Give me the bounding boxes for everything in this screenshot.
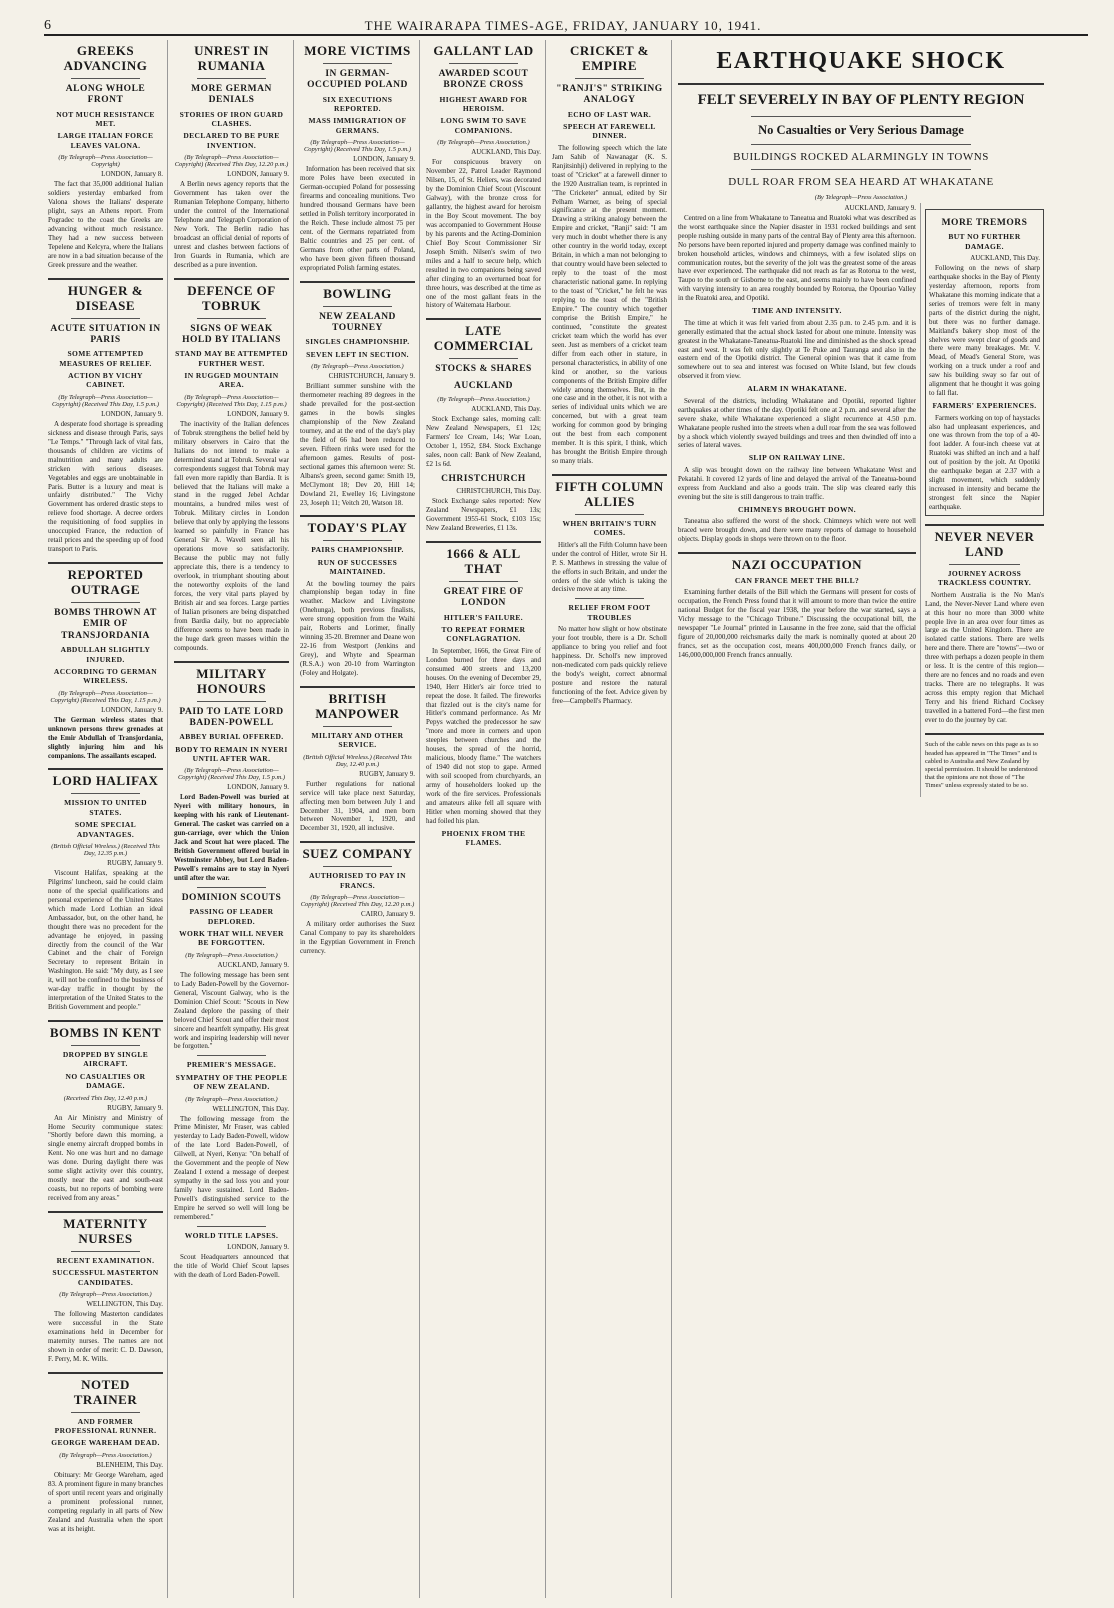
dateline: CHRISTCHURCH, January 9. [328, 372, 415, 381]
article-body: The German wireless states that unknown persons threw grenades at the Emir Abdullah of Transjordania, slightly injuring him and his companions. The assailants escaped. [48, 715, 163, 760]
credit-line: (By Telegraph—Press Association.) [437, 139, 530, 147]
credit-line: (Received This Day, 12.40 p.m.) [63, 1094, 148, 1102]
subheadline: STAND MAY BE ATTEMPTED FURTHER WEST. [175, 349, 288, 368]
subheadline: ACTION BY VICHY CABINET. [68, 371, 143, 390]
subheadline: PREMIER'S MESSAGE. [186, 1060, 277, 1070]
article-commercial [426, 324, 541, 533]
article-body: The inactivity of the Italian defences of Tobruk strengthens the belief held by military observers in Cairo that the Italians do not intend to make a determined stand at Tobruk. Several war correspondents suggest that Tobruk may fall even more rapidly than Bardia. It is believed that the Italians will make a stand in the rugged Jebel Achdar mountains, a hundred miles west of Tobruk. Military circles in London believe that only by applying the lessons learned so painfully in France has General Sir A. Wavell seen all his operations move so satisfactorily. Because the public may not fully appreciate this, there is a tendency to overlook, in triumphant shouting about the noteworthy exploits of the land forces, the very vital parts played by British air and sea forces. Large parties of Italian prisoners are being dispatched from Bardia daily, but no appreciable difference seems to have been made in the huge dark green masses within the compounds. [174, 419, 289, 652]
article-body: The following message from the Prime Minister, Mr Fraser, was cabled yesterday to Lady Baden-Powell, widow of the late Lord Baden-Powell, of Gilwell, at Nyeri, Kenya: "On behalf of the Government and the people of New Zealand I extend a message of deepest sympathy in the sad loss you and your family have sustained. Lord Baden-Powell's distinguished service to the Empire he served so well will long be remembered." [174, 1114, 289, 1222]
headline: FIFTH COLUMN ALLIES [555, 479, 664, 510]
article-body: Following on the news of sharp earthquake shocks in the Bay of Plenty yesterday afternoon, reports from Whakatane this morning indicate that a series of tremors were felt in many parts of the district during the night, but there was no further damage. Maitland's bakery shop most of the shelves were swept clear of goods and there were many breakages. Mr. V. Mead, of Mead's General Store, was working on a truck under a roof and saw his building sway so far out of alignment that he thought it was going to fall flat. [929, 263, 1040, 398]
subheadline: SPEECH AT FAREWELL DINNER. [563, 122, 656, 141]
headline: GALLANT LAD [433, 43, 534, 58]
subheadline: MASS IMMIGRATION OF GERMANS. [308, 116, 407, 135]
times-copyright-note: Such of the cable news on this page as is so headed has appeared in "The Times" and is cabled to Australia and New Zealand by special permission. It should be understood that the opinions are not those of "The Times" unless expressly stated to be so. [925, 741, 1039, 790]
subheadline: SIX EXECUTIONS REPORTED. [322, 94, 393, 114]
article-body: A military order authorises the Suez Canal Company to pay its shareholders in the Egyptian Government in French currency. [300, 920, 415, 955]
headline: DOMINION SCOUTS [181, 892, 282, 903]
article-body: Stock Exchange sales, morning call: New Zealand Newspapers, £1 12s; Farmers' Ice Cream, 14s; War Loan, October 1, 1952, £84. Stock Exchange sales, noon call: Bank of New Zealand, £2 1s 6d. [426, 415, 541, 468]
subheadline: RUN OF SUCCESSES MAINTAINED. [317, 557, 398, 577]
subheadline: STOCKS & SHARES [435, 364, 532, 375]
subheadline: LARGE ITALIAN FORCE LEAVES VALONA. [57, 131, 154, 150]
dateline: BLENHEIM, This Day. [96, 1460, 163, 1469]
article-body: The following speech which the late Jam Sahib of Nawanagar (K. S. Ranjitsinhji) delivered in replying to the toast of "Cricket" at a farewell dinner to the 1920 Australian team, is reprinted in "The Cricketer" annual, edited by Sir Pelham Warner, as being of special significance at the present moment. Drawing a striking analogy between the Empire and cricket, "Ranji" said: "I am very much in doubt whether there is any other country in the world today, except Britain, in which a man not belonging to that country would have been selected to reply to the toast of the most characteristic national game. In replying to the toast of "Cricket," he felt he was replying to the toast of the "British Empire." The country which together comprise the British Empire," he continued, "constitute the greatest cricket team which the world has ever seen. Just as members of a cricket team differ from each other in stature, in personal characteristics, in ability of one kind or another, so the various components of the British Empire differ widely among themselves. But, in the one case and in the other, it is not with a series of individual units which we are concerned, but with a great team working for common good by bringing out the best from each component member. It is this spirit, I think, which has brought the British Empire through so many trials. [552, 143, 667, 466]
subheadline: MILITARY AND OTHER SERVICE. [311, 730, 404, 750]
dateline: LONDON, January 9. [227, 409, 289, 418]
subheadline: SIGNS OF WEAK HOLD BY ITALIANS [182, 323, 281, 345]
subheadline: SLIP ON RAILWAY LINE. [748, 453, 846, 463]
subheadline: RELIEF FROM FOOT TROUBLES [568, 603, 651, 622]
headline: MORE TREMORS [941, 217, 1028, 228]
subheadline: CHIMNEYS BROUGHT DOWN. [737, 504, 857, 514]
credit-line: (By Telegraph—Press Association—Copyright) (Received This Day, 1.5 p.m.) [177, 767, 286, 782]
credit-line: (British Official Wireless.) (Received This Day, 12.35 p.m.) [51, 842, 160, 857]
headline: MATERNITY NURSES [63, 1216, 148, 1247]
article-body: For conspicuous bravery on November 22, Patrol Leader Raymond Nilsen, 15, of St. Heliers, was decorated by the Dominion Chief Scout (Viscount Galway), with the bronze cross for gallantry, the highest award for heroism in the Boy Scout movement. The boy was accompanied to Government House by his parents and the Acting-Dominion Chief Boy Scout Commissioner Sir Joseph Smith. Nilsen's swim of two miles and a half to secure help, which resulted in two companions being saved after clinging to an overturned boat for three hours, was described at the time as one of the most gallant feats in the history of Waitemata Harbour. [426, 158, 541, 310]
subheadline: SOME SPECIAL ADVANTAGES. [74, 820, 137, 839]
subheadline: PAID TO LATE LORD BADEN-POWELL [179, 706, 284, 728]
article-body: Hitler's all the Fifth Column have been under the control of Hitler, wrote Sir H. P. S. Matthews in stressing the value of the efforts in such Britain, and under the orders of the side which is taking the decisive move at any time. [552, 540, 667, 594]
article-more-tremors [925, 209, 1044, 516]
subheadline: LONG SWIM TO SAVE COMPANIONS. [440, 116, 527, 135]
article-gallant-lad [426, 44, 541, 310]
credit-line: (By Telegraph—Press Association.) [185, 951, 278, 959]
credit-line: (By Telegraph—Press Association—Copyright) (Received This Day, 12.20 p.m.) [174, 154, 289, 169]
article-bombs [48, 1026, 163, 1203]
article-body: The fact that 35,000 additional Italian soldiers yesterday embarked from Valona shows the Italians' desperate plight, says an Athens report. From Pogradec to the coast the Greeks are advancing without much resistance. They had a new success between Tepelene and Kelcyra, where the Italians are now in a bad situation because of the Greek pressure and the weather. [48, 180, 163, 269]
dateline: AUCKLAND, This Day. [471, 405, 541, 414]
advert-foot-troubles [552, 603, 667, 705]
column-5 [548, 40, 672, 1598]
article-body: The following Masterton candidates were successful in the State examinations held in December for maternity nurses. The names are not shown in order of merit: C. D. Dawson, F. Perry, M. K. Wills. [48, 1310, 163, 1363]
article-body: Scout Headquarters announced that the title of World Chief Scout lapses with the death of Lord Baden-Powell. [174, 1253, 289, 1280]
article-body: The time at which it was felt varied from about 2.35 p.m. to 2.45 p.m. and it is generally estimated that the actual shock lasted for about one minute. Intensity was greatest in the Whakatane-Taneatua-Ruatoki line and diminished as the shock spread east and west. It was felt only slightly at Te Puke and Tauranga and also in the eastern end of the Opotiki district. The General opinion was that it came from somewhere out to sea and interest was focused on White Island, but few clouds observed it from view. [678, 318, 916, 381]
headline: MILITARY HONOURS [196, 665, 267, 696]
subheadline: SYMPATHY OF THE PEOPLE OF NEW ZEALAND. [175, 1072, 288, 1092]
dateline: RUGBY, January 9. [359, 769, 415, 778]
subheadline: IN RUGGED MOUNTAIN AREA. [184, 371, 279, 390]
article-body: Centred on a line from Whakatane to Taneatua and Ruatoki what was described as the worst earthquake since the Napier disaster in 1931 rocked buildings and sent people rushing outside in many parts of the central Bay of Plenty area this afternoon. No persons have been reported injured and property damage was confined mainly to broken household articles, windows and chimneys, with a few isolated slips on communication routes, but the severity of the jolt was the greatest some of the areas have ever experienced. The earthquake did not reach as far as Rotorua to the west, Taupo to the south or Gisborne to the east, and seems mainly to have been confined with varying intensity to an area roughly bounded by Rotorua, the Opouriao Valley in the Ruatoki area, and Opotiki. [678, 213, 916, 303]
dateline: LONDON, January 9. [227, 170, 289, 179]
article-trainer [48, 1378, 163, 1534]
article-fifth-column [552, 480, 667, 594]
subheadline: STORIES OF IRON GUARD CLASHES. [179, 109, 284, 129]
subheadline: WORK THAT WILL NEVER BE FORGOTTEN. [179, 929, 284, 948]
dateline: LONDON, January 9. [353, 155, 415, 164]
headline: MORE VICTIMS [304, 43, 411, 58]
article-body: Taneatua also suffered the worst of the shock. Chimneys which were not well braced were brought down, and there were many reports of damage to household objects. Display goods in shops were thrown on to the floor. [678, 516, 916, 543]
credit-line: (By Telegraph—Press Association.) [59, 1291, 152, 1299]
article-greeks [48, 44, 163, 270]
article-hunger [48, 284, 163, 554]
dateline: AUCKLAND, January 9. [217, 960, 289, 969]
dateline: LONDON, January 9. [227, 1243, 289, 1252]
subheadline: "RANJI'S" STRIKING ANALOGY [556, 83, 663, 106]
subheadline: ACCORDING TO GERMAN WIRELESS. [53, 666, 158, 686]
page-columns [44, 40, 1088, 1598]
dateline: CHRISTCHURCH, This Day. [456, 487, 541, 496]
page-number: 6 [44, 18, 52, 33]
article-body: A desperate food shortage is spreading sickness and disease through Paris, says "Le Temps." "Through lack of vital fats, thousands of children are victims of malnutrition and many adults are stricken with serious diseases. Vegetables and eggs are unobtainable in Paris. Butter is a luxury and meat is unfairly distributed." The Vichy Government has ordered drastic steps to relieve food shortage. A decree orders the requisitioning of food supplies in unoccupied France, the reduction of retail prices and the speeding up of food transport to Paris. [48, 419, 163, 554]
column-4 [422, 40, 546, 1598]
headline: LORD HALIFAX [52, 773, 159, 789]
earthquake-section [674, 40, 1048, 1598]
subheadline: BOMBS THROWN AT EMIR OF TRANSJORDANIA [54, 608, 157, 641]
dateline: LONDON, January 9. [101, 705, 163, 714]
subheadline: ABDULLAH SLIGHTLY INJURED. [60, 645, 151, 664]
dateline: RUGBY, January 9. [107, 858, 163, 867]
article-body: Further regulations for national service will take place next Saturday, affecting men born between July 1 and December 31, 1904, and men born between November 1, 1920, and December 31, 1920, all inclusive. [300, 779, 415, 833]
subheadline: FARMERS' EXPERIENCES. [932, 401, 1037, 411]
article-rumania [174, 44, 289, 270]
subheadline: FELT SEVERELY IN BAY OF PLENTY REGION [697, 92, 1025, 108]
subheadline: MORE GERMAN DENIALS [191, 83, 272, 106]
subheadline: WORLD TITLE LAPSES. [184, 1230, 279, 1240]
subheadline: ECHO OF LAST WAR. [567, 109, 652, 119]
dateline: AUCKLAND, This Day. [970, 253, 1040, 262]
masthead [44, 12, 1088, 36]
subheadline: HITLER'S FAILURE. [443, 612, 524, 622]
subheadline: TO REPEAT FORMER CONFLAGRATION. [441, 625, 526, 644]
article-never-never-land [925, 530, 1044, 725]
article-body: Stock Exchange sales reported: New Zealand Newspapers, £1 13s; Government 1955-61 Stock, £103 15s; New Zealand Breweries, £1 13s. [426, 497, 541, 533]
article-bowling [300, 287, 415, 508]
article-maternity [48, 1217, 163, 1364]
article-manpower [300, 692, 415, 833]
article-body: A slip was brought down on the railway line between Whakatane West and Pekatahi. It covered 12 yards of line and delayed the arrival of the Taneatua-bound express from Auckland and also a goods train. The slip was cleared early this evening but the site is still dangerous to train traffic. [678, 465, 916, 501]
subheadline: BUILDINGS ROCKED ALARMINGLY IN TOWNS [733, 150, 989, 163]
headline: 1666 & ALL THAT [446, 546, 521, 576]
subheadline: SOME ATTEMPTED MEASURES OF RELIEF. [59, 349, 152, 368]
subheadline: TIME AND INTENSITY. [752, 306, 842, 316]
subheadline: MISSION TO UNITED STATES. [64, 798, 147, 817]
headline: BOMBS IN KENT [49, 1025, 162, 1041]
subheadline: CHRISTCHURCH [441, 473, 526, 484]
subheadline: AND FORMER PROFESSIONAL RUNNER. [54, 1416, 157, 1436]
dateline: LONDON, January 8. [101, 170, 163, 179]
headline: TODAY'S PLAY [307, 520, 408, 536]
article-body: Examining further details of the Bill which the Germans will present for costs of occupation, the French Press found that it will amount to more than twice the entire national Budget for the fiscal year 1938, the year before the war started, says a Vichy message to the "Chicago Tribune." Discussing the occupational bill, the newspaper "Le Journal" printed in Lausanne in the free zone, said that the official figure of 20,000,000 reichsmarks daily the mark is nominally quoted at about 20 francs, set as the occupation cost, means 400,000,000 French francs daily, or 146,000,000,000 French francs annually. [678, 588, 916, 659]
headline: SUEZ COMPANY [302, 846, 413, 862]
subheadline: DULL ROAR FROM SEA HEARD AT WHAKATANE [728, 175, 994, 188]
credit-line: (British Official Wireless.) (Received This Day, 12.40 p.m.) [303, 753, 412, 768]
earthquake-article [678, 203, 916, 797]
article-todays-play [300, 521, 415, 678]
subheadline: AUTHORISED TO PAY IN FRANCS. [309, 871, 406, 890]
article-cricket [552, 44, 667, 466]
subheadline: DECLARED TO BE PURE INVENTION. [183, 131, 280, 150]
subheadline: No Casualties or Very Serious Damage [758, 122, 964, 137]
dateline: LONDON, January 9. [227, 783, 289, 792]
column-1 [44, 40, 168, 1598]
article-suez [300, 847, 415, 956]
article-scouts [174, 893, 289, 1051]
headline: REPORTED OUTRAGE [67, 567, 144, 598]
headline: BRITISH MANPOWER [315, 691, 400, 721]
article-body: Information has been received that six more Poles have been executed in German-occupied Poland for possessing firearms and concealing munitions. Two hundred thousand Germans have been settled in Polish territory incorporated in the Reich. These include almost 75 per cent. of the Germans repatriated from Baltic countries and 25 per cent. of Germans from other parts of Poland, who have been given fifteen thousand expropriated Polish farming estates. [300, 165, 415, 272]
credit-line: (By Telegraph—Press Association—Copyright) (Received This Day, 1.5 p.m.) [303, 139, 412, 154]
headline: LATE COMMERCIAL [433, 323, 534, 354]
article-body: Brilliant summer sunshine with the thermometer reaching 89 degrees in the shade prevailed for the post-section games in the bowls singles championship of the New Zealand tourney, and at the end of the day's play the field of 66 had been reduced to seven. Fifteen rinks were used for the afternoon games. Results of post-sectional games this afternoon were: St. Albans's green, second game: Smith 19, McClymont 18; Dev 20, Hill 14; Dowland 21, Ewelley 16; Livingstone 23, Joseph 11; Veitch 20, Watson 18. [300, 382, 415, 507]
article-body: Lord Baden-Powell was buried at Nyeri with military honours, in keeping with his rank of Lieutenant-General. The casket was carried on a gun-carriage, over which the Union Jack and Scout hat were placed. The British Government offered burial in Westminster Abbey, but Lord Baden-Powell's remains are to stay in Nyeri until after the war. [174, 793, 289, 882]
article-body: Viscount Halifax, speaking at the Pilgrims' luncheon, said he could claim none of the special qualifications and personal experience of the United States which made Lord Lothian an ideal Ambassador, but, on the other hand, he thought there was no precedent for the advantage he enjoyed, in passing directly from the council of the War Cabinet and the chair of Foreign Secretary to represent Britain in Washington. He said: "My duty, as I see it, will not be confined to the business of war-day traffic in thought by the interpretation of the United States to the British Government and people." [48, 868, 163, 1012]
column-2 [170, 40, 294, 1598]
headline: DEFENCE OF TOBRUK [187, 282, 276, 313]
article-body: A Berlin news agency reports that the Government has taken over the Rumanian Telephone Company, hitherto under the control of the International Telephone and Telegraph Corporation of New York. The Berlin radio has broadcast an official denial of reports of unrest and clashes between factions of Iron Guards in Rumania, which are described as a pure invention. [174, 180, 289, 269]
article-body: Several of the districts, including Whakatane and Opotiki, reported lighter earthquakes at other times of the day. Opotiki felt one at 2 p.m. and several after the severe shake, while Whakatane experienced a slight recurrence at 4.50 p.m. Whakatane people rushed into the streets when a dull roar from the sea was followed by a shock which violently swayed buildings and trees and then dwindled off into a series of lateral waves. [678, 396, 916, 450]
headline: BOWLING [323, 285, 392, 301]
article-body: No matter how slight or how obstinate your foot trouble, there is a Dr. Scholl appliance to bring you relief and foot happiness. Dr. Scholl's new improved non-medicated corn pads quickly relieve the body's weight, correct abnormal posture and restore the natural functioning of the feet. Advice given by free—Campbell's Pharmacy. [552, 625, 667, 705]
subheadline: PHOENIX FROM THE FLAMES. [441, 828, 526, 848]
article-victims [300, 44, 415, 273]
headline: GREEKS ADVANCING [63, 43, 148, 73]
article-body: The following message has been sent to Lady Baden-Powell by the Governor-General, Viscount Galway, who is the Dominion Chief Scout: "Scouts in New Zealand deplore the passing of their beloved Chief Scout and offer their most sincere and heartfelt sympathy. His great work and inspiring leadership will never be forgotten." [174, 970, 289, 1051]
credit-line: (By Telegraph—Press Association.) [59, 1451, 152, 1459]
subheadline: BUT NO FURTHER DAMAGE. [948, 232, 1021, 251]
subheadline: HIGHEST AWARD FOR HEROISM. [439, 94, 528, 114]
article-body: In September, 1666, the Great Fire of London burned for three days and consumed 400 streets and 13,200 houses. On the evening of December 29, 1940, Herr Hitler's air force tried to repeat the dose. It failed. The fireworks that fizzled out is the city's name for Hitler's command performance. As Mr Pepys watched the predecessor he saw "more and more in corners and upon steeples between churches and the houses, the spread of the horrid, malicious, bloody flame." The watchers of 1940 did not stop to gape. Armed with soil scooped from churchyards, an army of householders looked up the work of the fire services. Professionals and amateurs alike fell all square with Hitler when morning showed that they had foiled his plan. [426, 646, 541, 825]
article-halifax [48, 774, 163, 1012]
headline-earthquake: EARTHQUAKE SHOCK [716, 48, 1006, 74]
subheadline: SEVEN LEFT IN SECTION. [306, 349, 409, 359]
subheadline: ALARM IN WHAKATANE. [747, 384, 847, 394]
credit-line: (By Telegraph—Press Association.) [311, 363, 404, 371]
subheadline: AUCKLAND [454, 380, 513, 391]
article-great-fire [426, 547, 541, 848]
column-3 [296, 40, 420, 1598]
subheadline: WHEN BRITAIN'S TURN COMES. [562, 518, 657, 538]
subheadline: BODY TO REMAIN IN NYERI UNTIL AFTER WAR. [175, 744, 288, 764]
subheadline: GREAT FIRE OF LONDON [443, 586, 524, 609]
subheadline: NOT MUCH RESISTANCE MET. [56, 109, 155, 129]
credit-line: (By Telegraph—Press Association—Copyright) (Received This Day, 1.15 p.m.) [176, 393, 287, 408]
headline: CRICKET & EMPIRE [569, 43, 650, 73]
headline: UNREST IN RUMANIA [194, 43, 269, 73]
credit-line: (By Telegraph—Press Association—Copyright) (Received This Day, 1.5 p.m.) [51, 393, 160, 408]
dateline: WELLINGTON, This Day. [212, 1104, 289, 1113]
dateline: LONDON, January 9. [101, 409, 163, 418]
credit-line: (By Telegraph—Press Association.) [814, 193, 908, 201]
article-premier [174, 1060, 289, 1222]
subheadline: NEW ZEALAND TOURNEY [319, 311, 396, 333]
article-nazi-occupation [678, 558, 916, 660]
headline: HUNGER & DISEASE [67, 282, 144, 313]
headline: NEVER NEVER LAND [934, 529, 1035, 559]
subheadline: SINGLES CHAMPIONSHIP. [305, 337, 410, 347]
dateline: AUCKLAND, January 9. [844, 203, 916, 212]
dateline: WELLINGTON, This Day. [86, 1300, 163, 1309]
article-body: Farmers working on top of haystacks also had unpleasant experiences, and one was thrown from the top of a 40-foot ladder. A four-inch cheese vat at Ruatoki was shifted an inch and a half out of position by the jolt. At Opotiki the earthquake began at 2.37 with a slight movement, which suddenly increased in intensity and became the strongest felt since the Napier earthquake. [929, 413, 1040, 512]
dateline: RUGBY, January 9. [107, 1103, 163, 1112]
subheadline: ABBEY BURIAL OFFERED. [179, 732, 284, 742]
subheadline: AWARDED SCOUT BRONZE CROSS [438, 68, 529, 91]
paper-dateline: THE WAIRARAPA TIMES-AGE, FRIDAY, JANUARY 10, 1941. [364, 18, 762, 33]
subheadline: JOURNEY ACROSS TRACKLESS COUNTRY. [937, 568, 1032, 588]
credit-line: (By Telegraph—Press Association.) [185, 1095, 278, 1103]
subheadline: ALONG WHOLE FRONT [65, 83, 146, 106]
subheadline: PAIRS CHAMPIONSHIP. [311, 545, 404, 555]
article-body: An Air Ministry and Ministry of Home Security communique states: "Shortly before dawn this morning, a single enemy aircraft dropped bombs in Kent. No one was hurt and no damage was done. During daylight there was some slight activity over this country, mostly near the east and south-east coasts, but no reports of bombing were received from any areas." [48, 1113, 163, 1203]
article-tobruk [174, 284, 289, 653]
article-military-honours [174, 667, 289, 883]
subheadline: SUCCESSFUL MASTERTON CANDIDATES. [52, 1268, 159, 1287]
subheadline: IN GERMAN-OCCUPIED POLAND [307, 68, 408, 91]
article-world-title [174, 1231, 289, 1280]
subheadline: DROPPED BY SINGLE AIRCRAFT. [62, 1050, 149, 1069]
article-outrage [48, 568, 163, 760]
subheadline: NO CASUALTIES OR DAMAGE. [65, 1071, 146, 1091]
credit-line: (By Telegraph—Press Association—Copyright) [58, 154, 153, 169]
credit-line: (By Telegraph—Press Association—Copyright) (Received This Day, 12.20 p.m.) [300, 894, 415, 909]
subheadline: RECENT EXAMINATION. [56, 1255, 155, 1265]
headline: NAZI OCCUPATION [731, 556, 863, 572]
article-body: At the bowling tourney the pairs championship began today in fine weather. Mackow and Livingstone (Onehunga), both previous finalists, were strong opposition from the Waihi pair, Roberts and Lorimer, finally winning 35-20. Bremner and Deane won 22-16 from Westport (Jenkins and Grey), and Whyte and Spearman (R.S.A.) won 20-10 from Warrington (Foley and Holgate). [300, 579, 415, 678]
subheadline: CAN FRANCE MEET THE BILL? [734, 575, 860, 585]
dateline: CAIRO, January 9. [360, 910, 415, 919]
credit-line: (By Telegraph—Press Association—Copyright) (Received This Day, 1.15 p.m.) [50, 689, 161, 704]
article-body: Northern Australia is the No Man's Land, the Never-Never Land where even at this hour no more than 3000 white people live in an area over four times as large as the United Kingdom. There are isolated cattle stations. There are wells here and there. There are "towns"—two or three with perhaps a dozen people in them or less. It is the centre of this region—there are no fences and no roads and even tracks. There are no telegraphs. It was across this empty region that Michael Terry and his friend Richard Cocksey travelled in a battered Ford—the first men ever to do the journey by car. [925, 590, 1044, 725]
subheadline: ACUTE SITUATION IN PARIS [50, 323, 161, 345]
credit-line: (By Telegraph—Press Association.) [437, 396, 530, 404]
subheadline: GEORGE WAREHAM DEAD. [51, 1438, 160, 1448]
headline: NOTED TRAINER [73, 1376, 138, 1407]
right-column [920, 203, 1044, 797]
dateline: AUCKLAND, This Day. [471, 148, 541, 157]
subheadline: PASSING OF LEADER DEPLORED. [189, 907, 274, 926]
article-body: Obituary: Mr George Wareham, aged 83. A prominent figure in many branches of sport until recent years and originally a prominent professional runner, competing regularly in all parts of New Zealand and Australia when the sport was at its height. [48, 1470, 163, 1533]
